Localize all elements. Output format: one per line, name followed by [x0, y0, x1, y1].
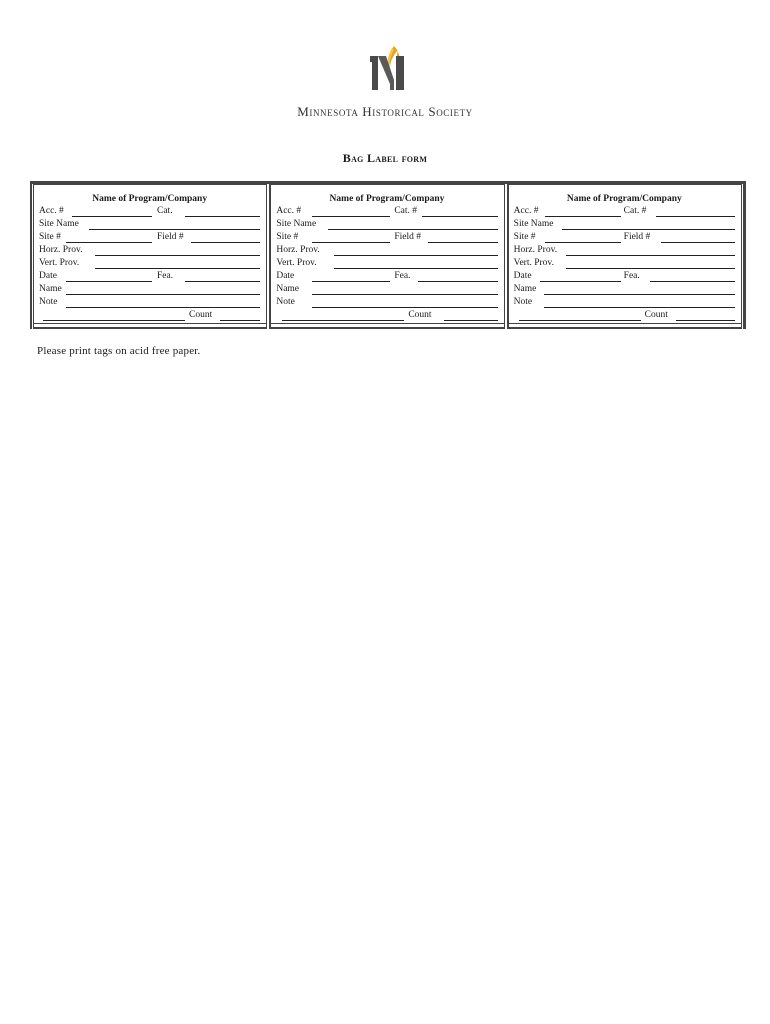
date-line[interactable]	[540, 281, 621, 282]
name-line[interactable]	[312, 294, 497, 295]
date-label: Date	[39, 271, 57, 281]
label-bottom-border	[509, 323, 741, 329]
field-num-label: Field #	[623, 232, 651, 242]
horz-prov-label: Horz. Prov.	[513, 245, 558, 255]
acc-label: Acc. #	[513, 206, 539, 216]
cat-label: Cat. #	[394, 206, 418, 216]
count-line[interactable]	[676, 320, 735, 321]
vert-prov-line[interactable]	[95, 268, 260, 269]
vert-prov-line[interactable]	[566, 268, 735, 269]
site-name-label: Site Name	[39, 219, 79, 229]
site-name-label: Site Name	[513, 219, 554, 229]
site-num-line[interactable]	[312, 242, 390, 243]
label-title: Name of Program/Company	[329, 194, 445, 204]
cat-line[interactable]	[656, 216, 735, 217]
org-name: Minnesota Historical Society	[297, 104, 473, 119]
vert-prov-label: Vert. Prov.	[39, 258, 80, 268]
bag-label-sheet	[30, 181, 746, 329]
fea-line[interactable]	[650, 281, 735, 282]
field-num-line[interactable]	[661, 242, 735, 243]
fea-label: Fea.	[394, 271, 411, 281]
note-line[interactable]	[312, 307, 497, 308]
horz-prov-label: Horz. Prov.	[276, 245, 320, 255]
count-line[interactable]	[444, 320, 497, 321]
field-num-line[interactable]	[428, 242, 497, 243]
count-prefix-line[interactable]	[43, 320, 185, 321]
date-label: Date	[513, 271, 532, 281]
count-label: Count	[408, 310, 432, 320]
field-num-label: Field #	[157, 232, 184, 242]
footer-note: Please print tags on acid free paper.	[37, 345, 201, 357]
site-num-line[interactable]	[66, 242, 152, 243]
mhs-logo-icon	[364, 44, 410, 92]
name-label: Name	[39, 284, 62, 294]
horz-prov-line[interactable]	[95, 255, 260, 256]
count-label: Count	[189, 310, 213, 320]
vert-prov-label: Vert. Prov.	[513, 258, 554, 268]
count-label: Count	[644, 310, 668, 320]
acc-line[interactable]	[312, 216, 390, 217]
note-line[interactable]	[66, 307, 260, 308]
count-line[interactable]	[220, 320, 260, 321]
field-num-label: Field #	[394, 232, 421, 242]
vert-prov-label: Vert. Prov.	[276, 258, 317, 268]
site-num-label: Site #	[276, 232, 299, 242]
bag-label	[507, 184, 742, 329]
note-line[interactable]	[544, 307, 735, 308]
date-line[interactable]	[66, 281, 152, 282]
note-label: Note	[513, 297, 533, 307]
fea-line[interactable]	[418, 281, 497, 282]
site-num-label: Site #	[513, 232, 536, 242]
label-bottom-border	[271, 323, 503, 329]
note-label: Note	[39, 297, 58, 307]
count-prefix-line[interactable]	[519, 320, 641, 321]
date-line[interactable]	[312, 281, 390, 282]
vert-prov-line[interactable]	[334, 268, 497, 269]
horz-prov-line[interactable]	[334, 255, 497, 256]
cat-line[interactable]	[185, 216, 260, 217]
acc-line[interactable]	[545, 216, 621, 217]
fea-label: Fea.	[157, 271, 174, 281]
label-title: Name of Program/Company	[566, 194, 682, 204]
label-bottom-border	[34, 323, 266, 329]
site-num-label: Site #	[39, 232, 61, 242]
date-label: Date	[276, 271, 295, 281]
note-label: Note	[276, 297, 295, 307]
acc-label: Acc. #	[39, 206, 64, 216]
cat-line[interactable]	[422, 216, 497, 217]
horz-prov-line[interactable]	[566, 255, 735, 256]
site-name-label: Site Name	[276, 219, 317, 229]
fea-label: Fea.	[623, 271, 640, 281]
acc-label: Acc. #	[276, 206, 302, 216]
site-name-line[interactable]	[328, 229, 497, 230]
name-label: Name	[276, 284, 300, 294]
horz-prov-label: Horz. Prov.	[39, 245, 83, 255]
cat-label: Cat. #	[623, 206, 647, 216]
name-line[interactable]	[66, 294, 260, 295]
name-line[interactable]	[544, 294, 735, 295]
site-name-line[interactable]	[89, 229, 260, 230]
field-num-line[interactable]	[191, 242, 260, 243]
form-title: Bag Label form	[342, 151, 428, 165]
name-label: Name	[513, 284, 537, 294]
bag-label	[33, 184, 267, 329]
cat-label: Cat.	[157, 206, 173, 216]
site-num-line[interactable]	[545, 242, 621, 243]
label-title: Name of Program/Company	[92, 194, 208, 204]
bag-label	[269, 184, 504, 329]
fea-line[interactable]	[185, 281, 260, 282]
acc-line[interactable]	[72, 216, 152, 217]
count-prefix-line[interactable]	[282, 320, 404, 321]
site-name-line[interactable]	[562, 229, 735, 230]
